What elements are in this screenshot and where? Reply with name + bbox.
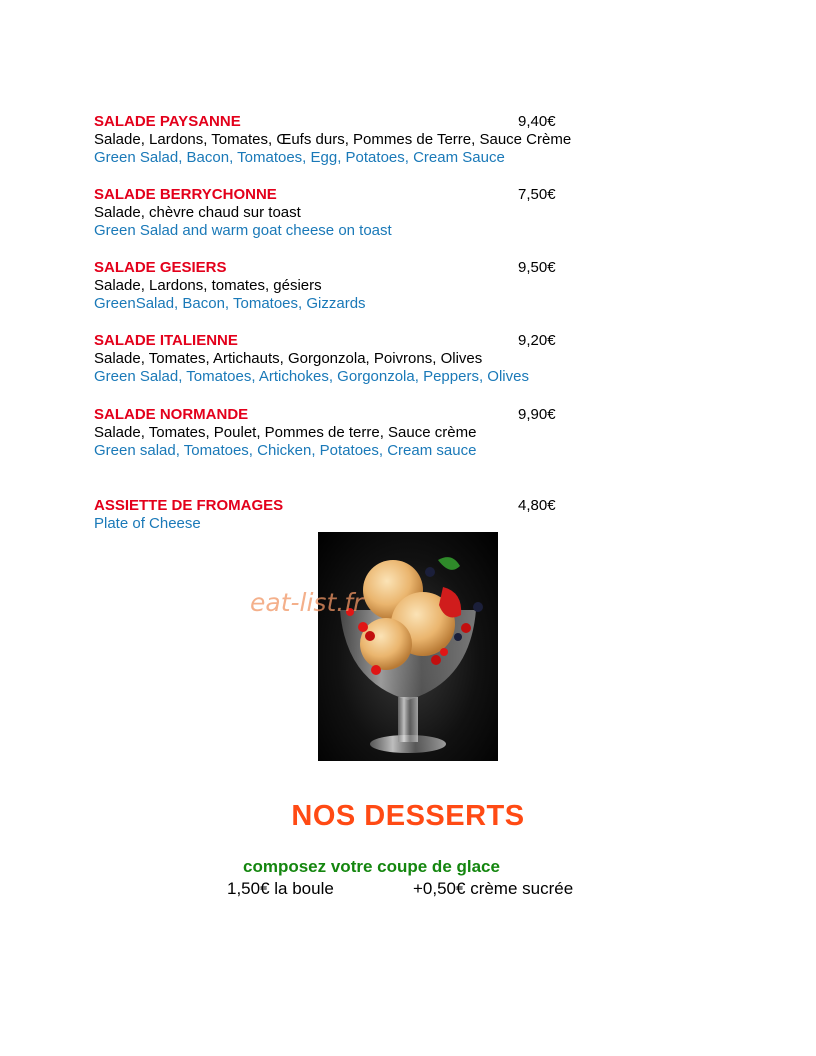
menu-item-salade-berrychonne <box>94 186 614 240</box>
ice-cream-sundae-image <box>318 532 498 761</box>
item-name: SALADE ITALIENNE <box>94 332 238 349</box>
item-name: SALADE GESIERS <box>94 259 227 276</box>
item-description-en: Green Salad and warm goat cheese on toast <box>94 222 392 239</box>
item-description-fr: Salade, Lardons, tomates, gésiers <box>94 277 322 294</box>
item-name: SALADE BERRYCHONNE <box>94 186 277 203</box>
item-description-fr: Salade, Tomates, Poulet, Pommes de terre, Sauce crème <box>94 424 477 441</box>
item-price: 4,80€ <box>518 497 556 514</box>
menu-item-assiette-de-fromages <box>94 497 614 533</box>
item-description-fr: Salade, Tomates, Artichauts, Gorgonzola, Poivrons, Olives <box>94 350 483 367</box>
item-description-fr: Salade, Lardons, Tomates, Œufs durs, Pommes de Terre, Sauce Crème <box>94 131 572 148</box>
watermark: eat-list.fr <box>250 588 364 617</box>
item-price: 9,20€ <box>518 332 556 349</box>
item-description-en: GreenSalad, Bacon, Tomatoes, Gizzards <box>94 295 366 312</box>
item-price: 9,90€ <box>518 406 556 423</box>
item-price: 9,40€ <box>518 113 556 130</box>
menu-item-salade-italienne <box>94 332 614 386</box>
item-price: 9,50€ <box>518 259 556 276</box>
menu-item-salade-gesiers <box>94 259 614 313</box>
item-name: SALADE PAYSANNE <box>94 113 241 130</box>
cream-price: +0,50€ crème sucrée <box>413 879 574 898</box>
desserts-subtitle: composez votre coupe de glace <box>243 857 500 876</box>
scoop-price: 1,50€ la boule <box>227 879 334 898</box>
sundae-illustration <box>318 532 498 761</box>
item-price: 7,50€ <box>518 186 556 203</box>
item-name: SALADE NORMANDE <box>94 406 249 423</box>
menu-item-salade-normande <box>94 406 614 460</box>
desserts-heading: NOS DESSERTS <box>291 800 525 832</box>
item-name: ASSIETTE DE FROMAGES <box>94 497 284 514</box>
item-description-en: Green salad, Tomatoes, Chicken, Potatoes, Cream sauce <box>94 442 477 459</box>
menu-item-salade-paysanne <box>94 113 614 167</box>
item-description-en: Green Salad, Tomatoes, Artichokes, Gorgonzola, Peppers, Olives <box>94 368 529 385</box>
item-description-en: Green Salad, Bacon, Tomatoes, Egg, Potatoes, Cream Sauce <box>94 149 505 166</box>
item-description-fr: Salade, chèvre chaud sur toast <box>94 204 301 221</box>
item-description-en: Plate of Cheese <box>94 515 201 532</box>
